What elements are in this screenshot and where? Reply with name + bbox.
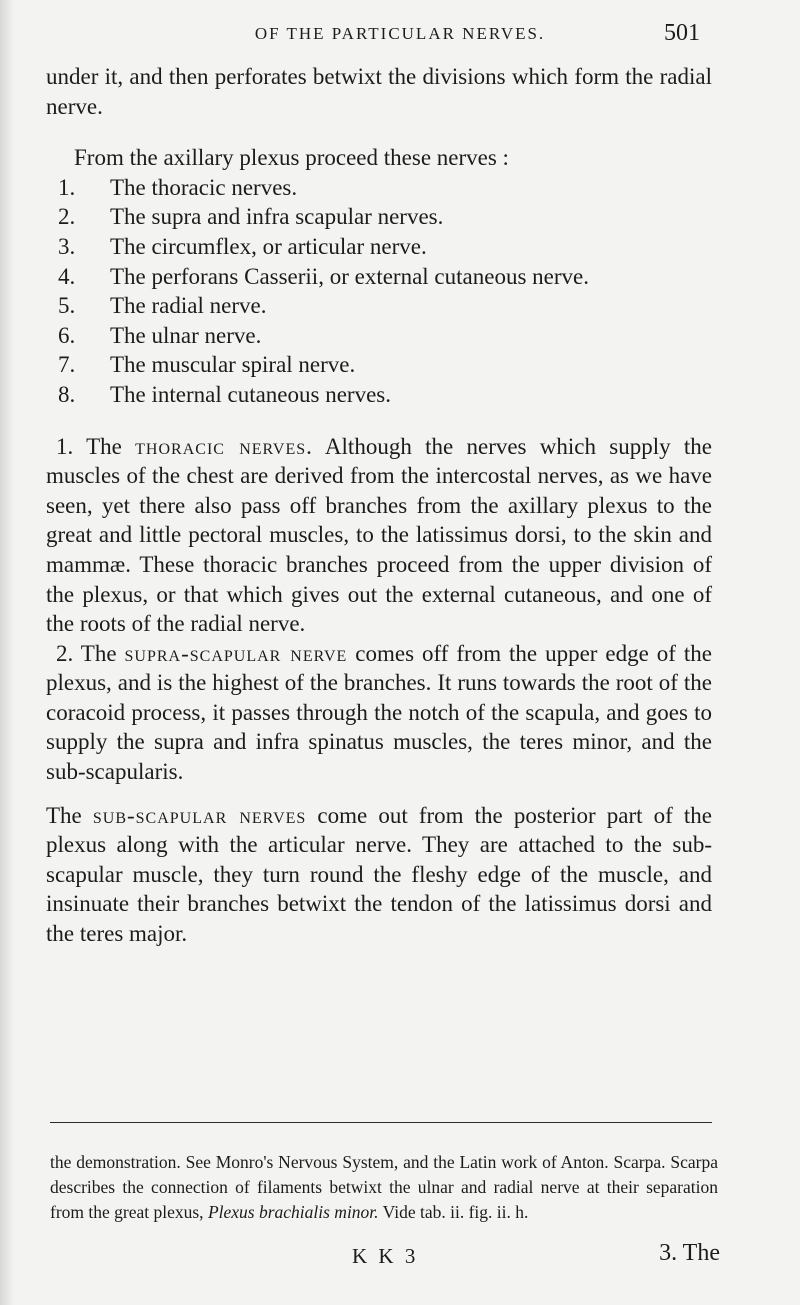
signature-mark: K K 3 bbox=[352, 1244, 419, 1268]
nerve-list bbox=[46, 173, 712, 410]
list-intro: From the axillary plexus proceed these nerves : bbox=[74, 145, 509, 171]
list-item: 8. The internal cutaneous nerves. bbox=[58, 381, 391, 407]
footnote-italic: Plexus brachialis minor. bbox=[207, 1202, 379, 1222]
list-item: 6. The ulnar nerve. bbox=[58, 322, 262, 348]
running-head: OF THE PARTICULAR NERVES. bbox=[254, 24, 546, 43]
paragraph-continuation: under it, and then perforates betwixt the divisions which form the radial nerve. bbox=[46, 64, 712, 119]
page-header bbox=[0, 20, 800, 50]
footnote: the demonstration. See Monro's Nervous System, and the Latin work of Anton. Scarpa. Scarpa describes the connection of filaments betwixt the ulnar and radial nerve at their separation from the great plexus, Plexus brachialis minor. Vide tab. ii. fig. ii. h. bbox=[50, 1152, 718, 1222]
page-number: 501 bbox=[664, 20, 700, 46]
list-item: 7. The muscular spiral nerve. bbox=[58, 352, 356, 378]
term-supra-scapular: supra-scapular nerve bbox=[124, 640, 348, 666]
list-item: 1. The thoracic nerves. bbox=[58, 174, 298, 200]
list-item: 3. The circumflex, or articular nerve. bbox=[58, 233, 427, 259]
term-thoracic-nerves: thoracic nerves. bbox=[135, 433, 313, 459]
list-item: 5. The radial nerve. bbox=[58, 293, 267, 319]
paragraph-supra-scapular: 2. The supra-scapular nerve comes off from the upper edge of the plexus, and is the highest of the branches. It runs towards the root of the coracoid process, it passes through the notch of the scapula, and goes to supply the supra and infra spinatus muscles, the teres minor, and the sub-scapularis. bbox=[46, 640, 713, 785]
body-text bbox=[46, 62, 712, 949]
term-sub-scapular: sub-scapular nerves bbox=[92, 802, 307, 828]
page-footer bbox=[0, 1240, 800, 1274]
footnote-rule bbox=[50, 1122, 712, 1123]
catchword: 3. The bbox=[659, 1240, 720, 1266]
list-item: 4. The perforans Casserii, or external cutaneous nerve. bbox=[58, 263, 589, 289]
paragraph-thoracic: 1. The thoracic nerves. Although the nerves which supply the muscles of the chest are derived from the intercostal nerves, as we have seen, yet there also pass off branches from the axillary plexus to the great and little pectoral muscles, to the latissimus dorsi, to the skin and mammæ. These thoracic branches proceed from the upper division of the plexus, or that which gives out the external cutaneous, and one of the roots of the radial nerve. bbox=[46, 433, 712, 637]
list-item: 2. The supra and infra scapular nerves. bbox=[58, 204, 444, 230]
paragraph-sub-scapular: The sub-scapular nerves come out from the posterior part of the plexus along with the articular nerve. They are attached to the sub-scapular muscle, they turn round the fleshy edge of the muscle, and insinuate their branches betwixt the tendon of the latissimus dorsi and the teres major. bbox=[46, 802, 712, 947]
